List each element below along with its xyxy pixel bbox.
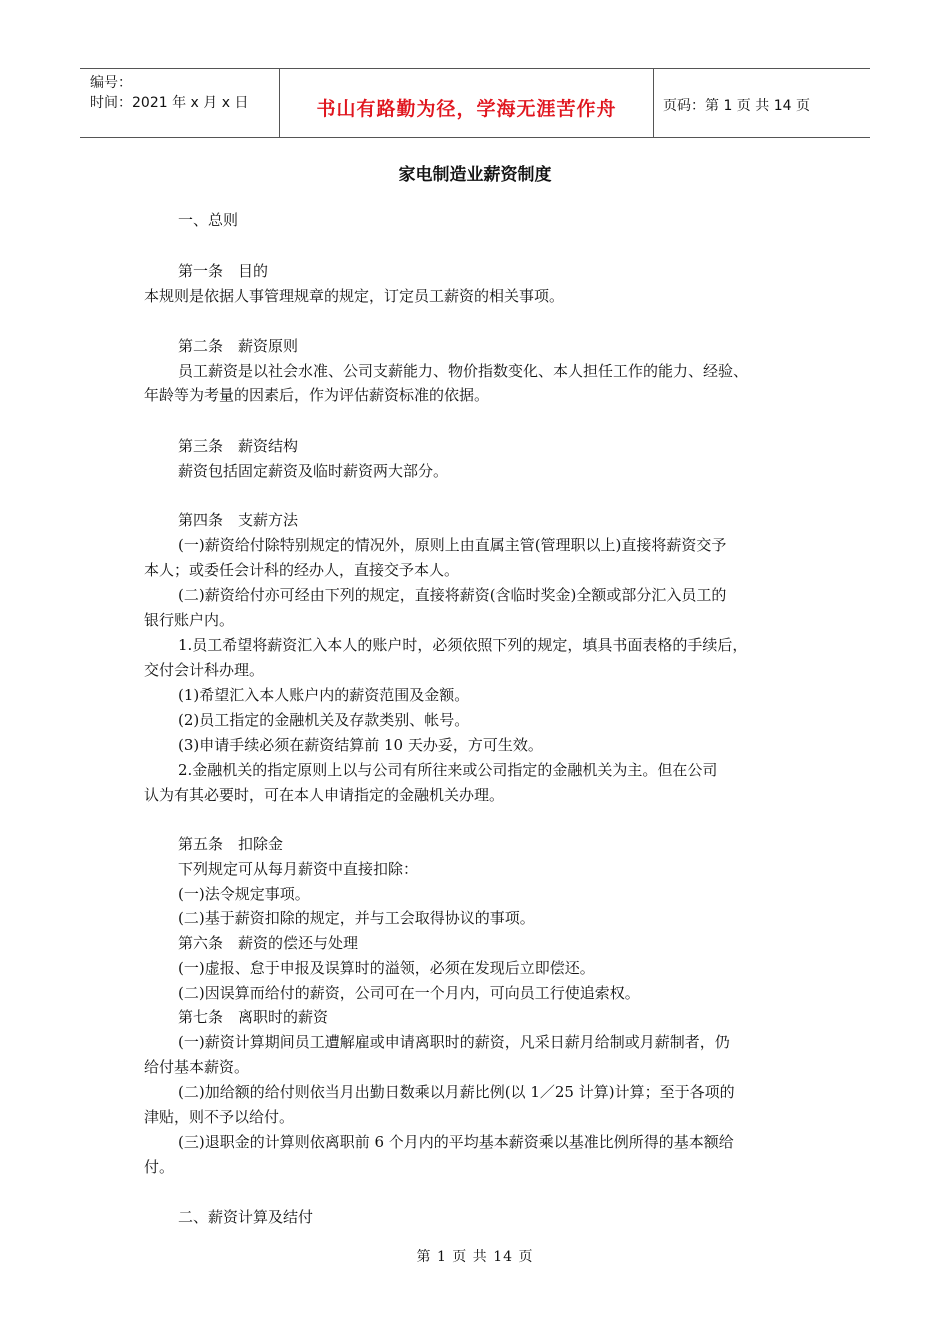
- paragraph-line: 薪资包括固定薪资及临时薪资两大部分。: [178, 462, 449, 480]
- paragraph-line: 1.员工希望将薪资汇入本人的账户时，必须依照下列的规定，填具书面表格的手续后，: [178, 636, 748, 654]
- paragraph-line: 认为有其必要时，可在本人申请指定的金融机关办理。: [144, 786, 505, 804]
- time-label: 时间：2021 年 x 月 x 日: [90, 95, 249, 111]
- article-heading: 第三条 薪资结构: [178, 437, 299, 455]
- number-label: 编号：: [90, 75, 132, 91]
- paragraph-line: 年龄等为考量的因素后，作为评估薪资标准的依据。: [144, 386, 490, 404]
- section-heading: 一、总则: [178, 211, 239, 229]
- article-heading: 第一条 目的: [178, 262, 269, 280]
- paragraph-line: 给付基本薪资。: [144, 1058, 250, 1076]
- paragraph-line: 2.金融机关的指定原则上以与公司有所往来或公司指定的金融机关为主。但在公司: [178, 761, 718, 779]
- article-heading: 第五条 扣除金: [178, 835, 284, 853]
- page-footer: 第 1 页 共 14 页: [416, 1249, 534, 1265]
- paragraph-line: (1)希望汇入本人账户内的薪资范围及金额。: [178, 686, 470, 704]
- paragraph-line: 津贴，则不予以给付。: [144, 1108, 295, 1126]
- paragraph-line: (2)员工指定的金融机关及存款类别、帐号。: [178, 711, 470, 729]
- paragraph-line: (一)法令规定事项。: [178, 885, 310, 903]
- header-motto-cell: [280, 69, 654, 137]
- paragraph-line: (一)薪资给付除特别规定的情况外，原则上由直属主管(管理职以上)直接将薪资交予: [178, 536, 727, 554]
- paragraph-line: 本规则是依据人事管理规章的规定，订定员工薪资的相关事项。: [144, 287, 565, 305]
- document-title: 家电制造业薪资制度: [398, 165, 552, 185]
- paragraph-line: 交付会计科办理。: [144, 661, 265, 679]
- header-motto: 书山有路勤为径，学海无涯苦作舟: [316, 97, 617, 120]
- article-heading: 第二条 薪资原则: [178, 337, 299, 355]
- article-heading: 第四条 支薪方法: [178, 511, 299, 529]
- paragraph-line: (二)薪资给付亦可经由下列的规定，直接将薪资(含临时奖金)全额或部分汇入员工的: [178, 586, 727, 604]
- page-header: [80, 68, 870, 138]
- article-heading: 第七条 离职时的薪资: [178, 1008, 329, 1026]
- paragraph-line: 下列规定可从每月薪资中直接扣除：: [178, 860, 419, 878]
- paragraph-line: (三)退职金的计算则依离职前 6 个月内的平均基本薪资乘以基准比例所得的基本额给: [178, 1133, 734, 1151]
- header-meta: [80, 69, 280, 137]
- paragraph-line: 员工薪资是以社会水准、公司支薪能力、物价指数变化、本人担任工作的能力、经验、: [178, 362, 749, 380]
- paragraph-line: 付。: [144, 1158, 175, 1176]
- paragraph-line: (一)薪资计算期间员工遭解雇或申请离职时的薪资，凡采日薪月给制或月薪制者，仍: [178, 1033, 730, 1051]
- paragraph-line: 本人；或委任会计科的经办人，直接交予本人。: [144, 561, 460, 579]
- header-page-label: 页码：第 1 页 共 14 页: [663, 98, 810, 114]
- paragraph-line: (3)申请手续必须在薪资结算前 10 天办妥，方可生效。: [178, 736, 543, 754]
- paragraph-line: (二)因误算而给付的薪资，公司可在一个月内，可向员工行使追索权。: [178, 984, 640, 1002]
- paragraph-line: 银行账户内。: [144, 611, 235, 629]
- article-heading: 第六条 薪资的偿还与处理: [178, 934, 359, 952]
- paragraph-line: (二)基于薪资扣除的规定，并与工会取得协议的事项。: [178, 909, 535, 927]
- section-heading: 二、薪资计算及结付: [178, 1208, 314, 1226]
- paragraph-line: (二)加给额的给付则依当月出勤日数乘以月薪比例(以 1／25 计算)计算；至于各项的: [178, 1083, 735, 1101]
- paragraph-line: (一)虚报、怠于申报及误算时的溢领，必须在发现后立即偿还。: [178, 959, 595, 977]
- header-page-cell: [654, 69, 870, 137]
